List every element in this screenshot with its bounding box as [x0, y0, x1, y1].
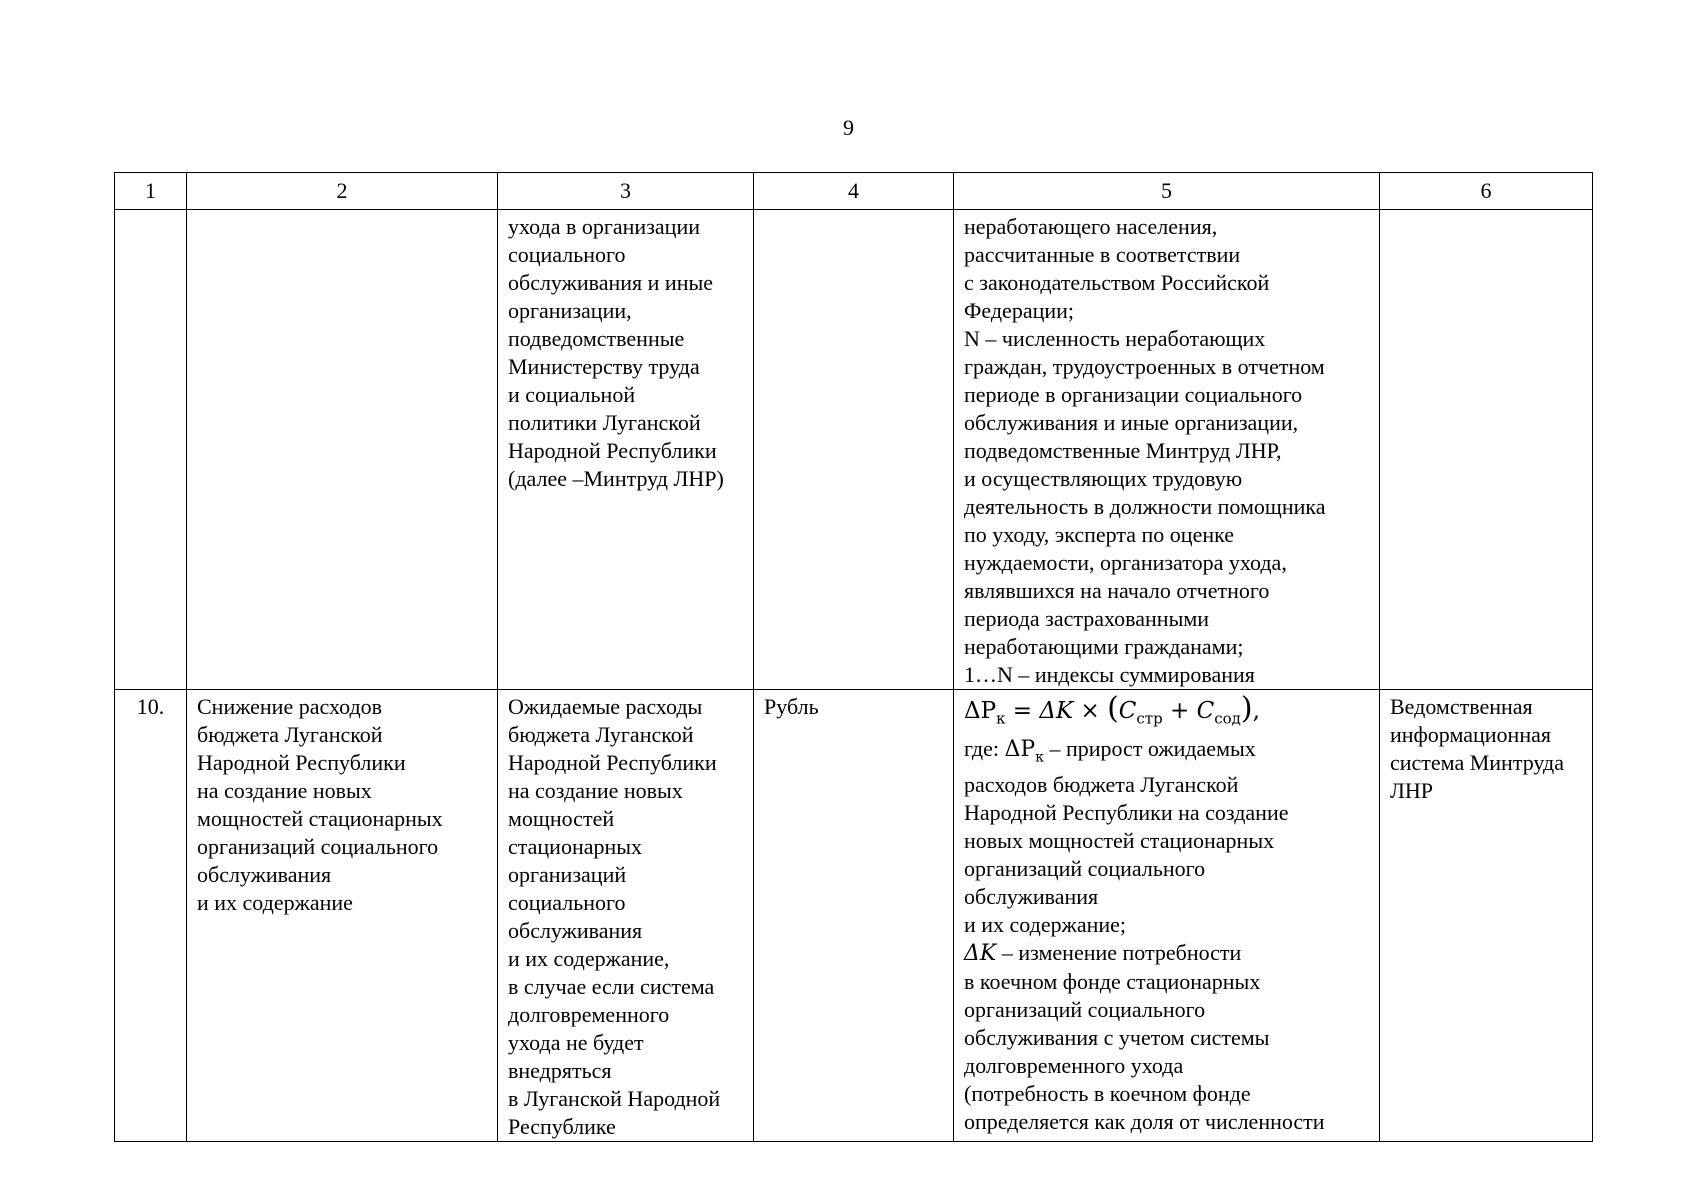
row-number: 10. — [115, 690, 187, 1142]
text-line: (далее –Минтруд ЛНР) — [508, 466, 724, 491]
dk-line — [964, 939, 1369, 968]
text-line: деятельность в должности помощника — [964, 494, 1326, 519]
formula-tail: , — [1252, 698, 1260, 724]
text-line: социального — [508, 890, 626, 915]
header-cell-5: 5 — [954, 173, 1380, 210]
text-line: социального — [508, 242, 626, 267]
text-line: периоде в организации социального — [964, 382, 1303, 407]
table-row-10 — [115, 690, 1593, 1142]
text-line: организаций социального — [197, 834, 439, 859]
text-line: на создание новых — [508, 778, 683, 803]
text-line: долговременного — [508, 1002, 670, 1027]
text-line: с законодательством Российской — [964, 270, 1270, 295]
text-line: Ожидаемые расходы — [508, 694, 703, 719]
text-line: мощностей — [508, 806, 615, 831]
text-line: и социальной — [508, 382, 636, 407]
unit-cell — [754, 690, 954, 1142]
text-line: мощностей стационарных — [197, 806, 443, 831]
formula-c2: C — [1196, 698, 1215, 724]
text-line: и их содержание — [197, 890, 353, 915]
header-cell-4: 4 — [754, 173, 954, 210]
text-line: и осуществляющих трудовую — [964, 466, 1243, 491]
data-source-cell — [1380, 690, 1593, 1142]
text-line: определяется как доля от численности — [964, 1108, 1325, 1134]
where-rest: – прирост ожидаемых — [1043, 735, 1256, 761]
text-line: система Минтруда — [1390, 750, 1564, 775]
formula-times: × — [1073, 698, 1108, 724]
text-line: бюджета Луганской — [197, 722, 383, 747]
formula-dk: ΔK — [1039, 698, 1074, 724]
formula-eq: = — [1005, 698, 1040, 724]
text-line: ухода в организации — [508, 214, 700, 239]
text-line: нуждаемости, организатора ухода, — [964, 550, 1287, 575]
formula-lhs: ΔP — [964, 698, 997, 724]
text-line: обслуживания — [964, 883, 1099, 909]
text-line: информационная — [1390, 722, 1551, 747]
formula — [964, 693, 1369, 735]
formula-cell — [954, 690, 1380, 1142]
unit-text: Рубль — [764, 694, 819, 719]
text-line: 1…N – индексы суммирования — [964, 662, 1255, 687]
formula-close-paren: ) — [1240, 691, 1253, 726]
header-cell-3: 3 — [498, 173, 754, 210]
text-line: новых мощностей стационарных — [964, 827, 1275, 853]
text-line: (потребность в коечном фонде — [964, 1080, 1251, 1106]
text-line: Народной Республики — [197, 750, 406, 775]
text-line: Народной Республики — [508, 750, 717, 775]
dk-rest: – изменение потребности — [996, 939, 1242, 965]
text-line: Ведомственная — [1390, 694, 1533, 719]
header-cell-2: 2 — [187, 173, 498, 210]
text-line: неработающими гражданами; — [964, 634, 1244, 659]
text-line: граждан, трудоустроенных в отчетном — [964, 354, 1325, 379]
text-line: подведомственные — [508, 326, 685, 351]
text-line: долговременного ухода — [964, 1052, 1184, 1078]
cont-cell-3 — [498, 210, 754, 690]
text-line: Министерству труда — [508, 354, 700, 379]
text-line: организаций социального — [964, 855, 1206, 881]
text-line: и их содержание, — [508, 946, 670, 971]
where-symbol-text: ΔP — [1004, 736, 1036, 762]
cont-cell-6 — [1380, 210, 1593, 690]
text-line: и их содержание; — [964, 911, 1127, 937]
text-line: расходов бюджета Луганской — [964, 771, 1239, 797]
text-line: Народной Республики на создание — [964, 799, 1289, 825]
cont-cell-2 — [187, 210, 498, 690]
formula-c1: C — [1118, 698, 1137, 724]
text-line: организаций — [508, 862, 627, 887]
text-line: подведомственные Минтруд ЛНР, — [964, 438, 1282, 463]
formula-plus: + — [1162, 698, 1197, 724]
page-number: 9 — [843, 115, 854, 140]
text-line: стационарных — [508, 834, 643, 859]
text-line: внедряться — [508, 1058, 612, 1083]
formula-c1-sub: стр — [1136, 709, 1163, 728]
indicator-name-cell — [187, 690, 498, 1142]
where-symbol-sub: к — [1035, 748, 1044, 765]
table-row-continuation — [115, 210, 1593, 690]
text-line: обслуживания — [508, 918, 643, 943]
cont-cell-4 — [754, 210, 954, 690]
text-line: неработающего населения, — [964, 214, 1218, 239]
text-line: Республике — [508, 1114, 616, 1139]
text-line: обслуживания и иные — [508, 270, 714, 295]
text-line: обслуживания — [197, 862, 332, 887]
text-line: в случае если система — [508, 974, 715, 999]
text-line: Народной Республики — [508, 438, 717, 463]
text-line: рассчитанные в соответствии — [964, 242, 1241, 267]
indicator-definition-cell — [498, 690, 754, 1142]
dk-symbol: ΔK — [964, 940, 997, 966]
header-cell-1: 1 — [115, 173, 187, 210]
formula-open-paren: ( — [1107, 691, 1119, 726]
text-line: периода застрахованными — [964, 606, 1210, 631]
header-cell-6: 6 — [1380, 173, 1593, 210]
indicator-table — [114, 172, 1593, 1142]
text-line: организаций социального — [964, 996, 1206, 1022]
text-line: политики Луганской — [508, 410, 701, 435]
text-line: N – численность неработающих — [964, 326, 1266, 351]
text-line: Снижение расходов — [197, 694, 383, 719]
text-line: ухода не будет — [508, 1030, 644, 1055]
where-line — [964, 735, 1369, 771]
text-line: обслуживания с учетом системы — [964, 1024, 1270, 1050]
text-line: бюджета Луганской — [508, 722, 694, 747]
cont-cell-5 — [954, 210, 1380, 690]
table-header-row — [115, 173, 1593, 210]
cont-cell-1 — [115, 210, 187, 690]
text-line: являвшихся на начало отчетного — [964, 578, 1270, 603]
text-line: по уходу, эксперта по оценке — [964, 522, 1235, 547]
where-prefix: где: — [964, 735, 1005, 761]
text-line: обслуживания и иные организации, — [964, 410, 1299, 435]
formula-c2-sub: сод — [1214, 709, 1241, 728]
text-line: в коечном фонде стационарных — [964, 968, 1261, 994]
formula-lhs-sub: к — [996, 709, 1006, 728]
text-line: ЛНР — [1390, 778, 1434, 803]
text-line: Федерации; — [964, 298, 1075, 323]
text-line: в Луганской Народной — [508, 1086, 721, 1111]
text-line: организации, — [508, 298, 632, 323]
text-line: на создание новых — [197, 778, 372, 803]
where-symbol — [1004, 736, 1044, 765]
